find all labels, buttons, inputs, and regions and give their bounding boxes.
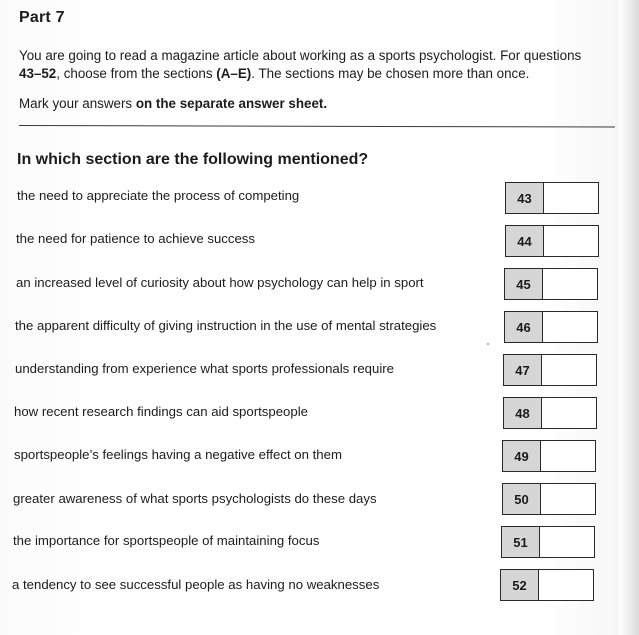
answer-field[interactable] — [542, 398, 596, 428]
question-number: 49 — [503, 441, 541, 471]
question-range: 43–52 — [19, 66, 57, 81]
item-text: the apparent difficulty of giving instruction in the use of mental strategies — [15, 318, 437, 333]
answer-field[interactable] — [540, 527, 594, 557]
item-text: the need to appreciate the process of competing — [17, 188, 300, 203]
question-number: 50 — [503, 484, 541, 514]
answer-box[interactable] — [504, 268, 598, 300]
question-number: 46 — [505, 312, 543, 342]
mark-instruction — [19, 96, 327, 111]
mark-bold: on the separate answer sheet. — [135, 96, 328, 111]
answer-box[interactable] — [500, 569, 594, 601]
scan-speck — [487, 343, 489, 345]
instructions-line1: You are going to read a magazine article about working as a sports psychologist. For questions — [19, 48, 582, 63]
item-text: an increased level of curiosity about how psychology can help in sport — [16, 275, 424, 290]
answer-field[interactable] — [539, 570, 593, 600]
answer-box[interactable] — [505, 225, 599, 257]
answer-field[interactable] — [543, 312, 597, 342]
part-title: Part 7 — [19, 9, 65, 26]
answer-box[interactable] — [504, 311, 598, 343]
question-number: 47 — [504, 355, 542, 385]
answer-field[interactable] — [544, 183, 598, 213]
divider-rule — [19, 125, 615, 128]
item-text: sportspeople’s feelings having a negative effect on them — [14, 447, 342, 462]
question-number: 52 — [501, 570, 539, 600]
item-text: understanding from experience what sports professionals require — [15, 361, 394, 376]
answer-box[interactable] — [502, 483, 596, 515]
question-number: 45 — [505, 269, 543, 299]
question-number: 43 — [506, 183, 544, 213]
answer-field[interactable] — [541, 484, 595, 514]
answer-box[interactable] — [503, 397, 597, 429]
item-text: the importance for sportspeople of maintaining focus — [13, 533, 320, 548]
question-number: 51 — [502, 527, 540, 557]
item-text: the need for patience to achieve success — [16, 231, 255, 246]
item-text: how recent research findings can aid sportspeople — [14, 404, 308, 419]
mark-prefix: Mark your answers — [19, 96, 136, 111]
question-heading: In which section are the following mentioned? — [17, 151, 369, 168]
page-edge-shadow — [619, 0, 639, 635]
instructions-mid2: . The sections may be chosen more than once. — [251, 66, 530, 81]
item-text: greater awareness of what sports psychologists do these days — [13, 491, 377, 506]
answer-box[interactable] — [505, 182, 599, 214]
answer-field[interactable] — [543, 269, 597, 299]
instructions — [19, 47, 619, 83]
answer-field[interactable] — [544, 226, 598, 256]
answer-field[interactable] — [541, 441, 595, 471]
section-range: (A–E) — [216, 66, 252, 81]
answer-box[interactable] — [503, 354, 597, 386]
question-number: 44 — [506, 226, 544, 256]
answer-box[interactable] — [501, 526, 595, 558]
item-text: a tendency to see successful people as having no weaknesses — [12, 577, 380, 592]
question-number: 48 — [504, 398, 542, 428]
answer-box[interactable] — [502, 440, 596, 472]
answer-field[interactable] — [542, 355, 596, 385]
instructions-mid1: , choose from the sections — [56, 66, 217, 81]
